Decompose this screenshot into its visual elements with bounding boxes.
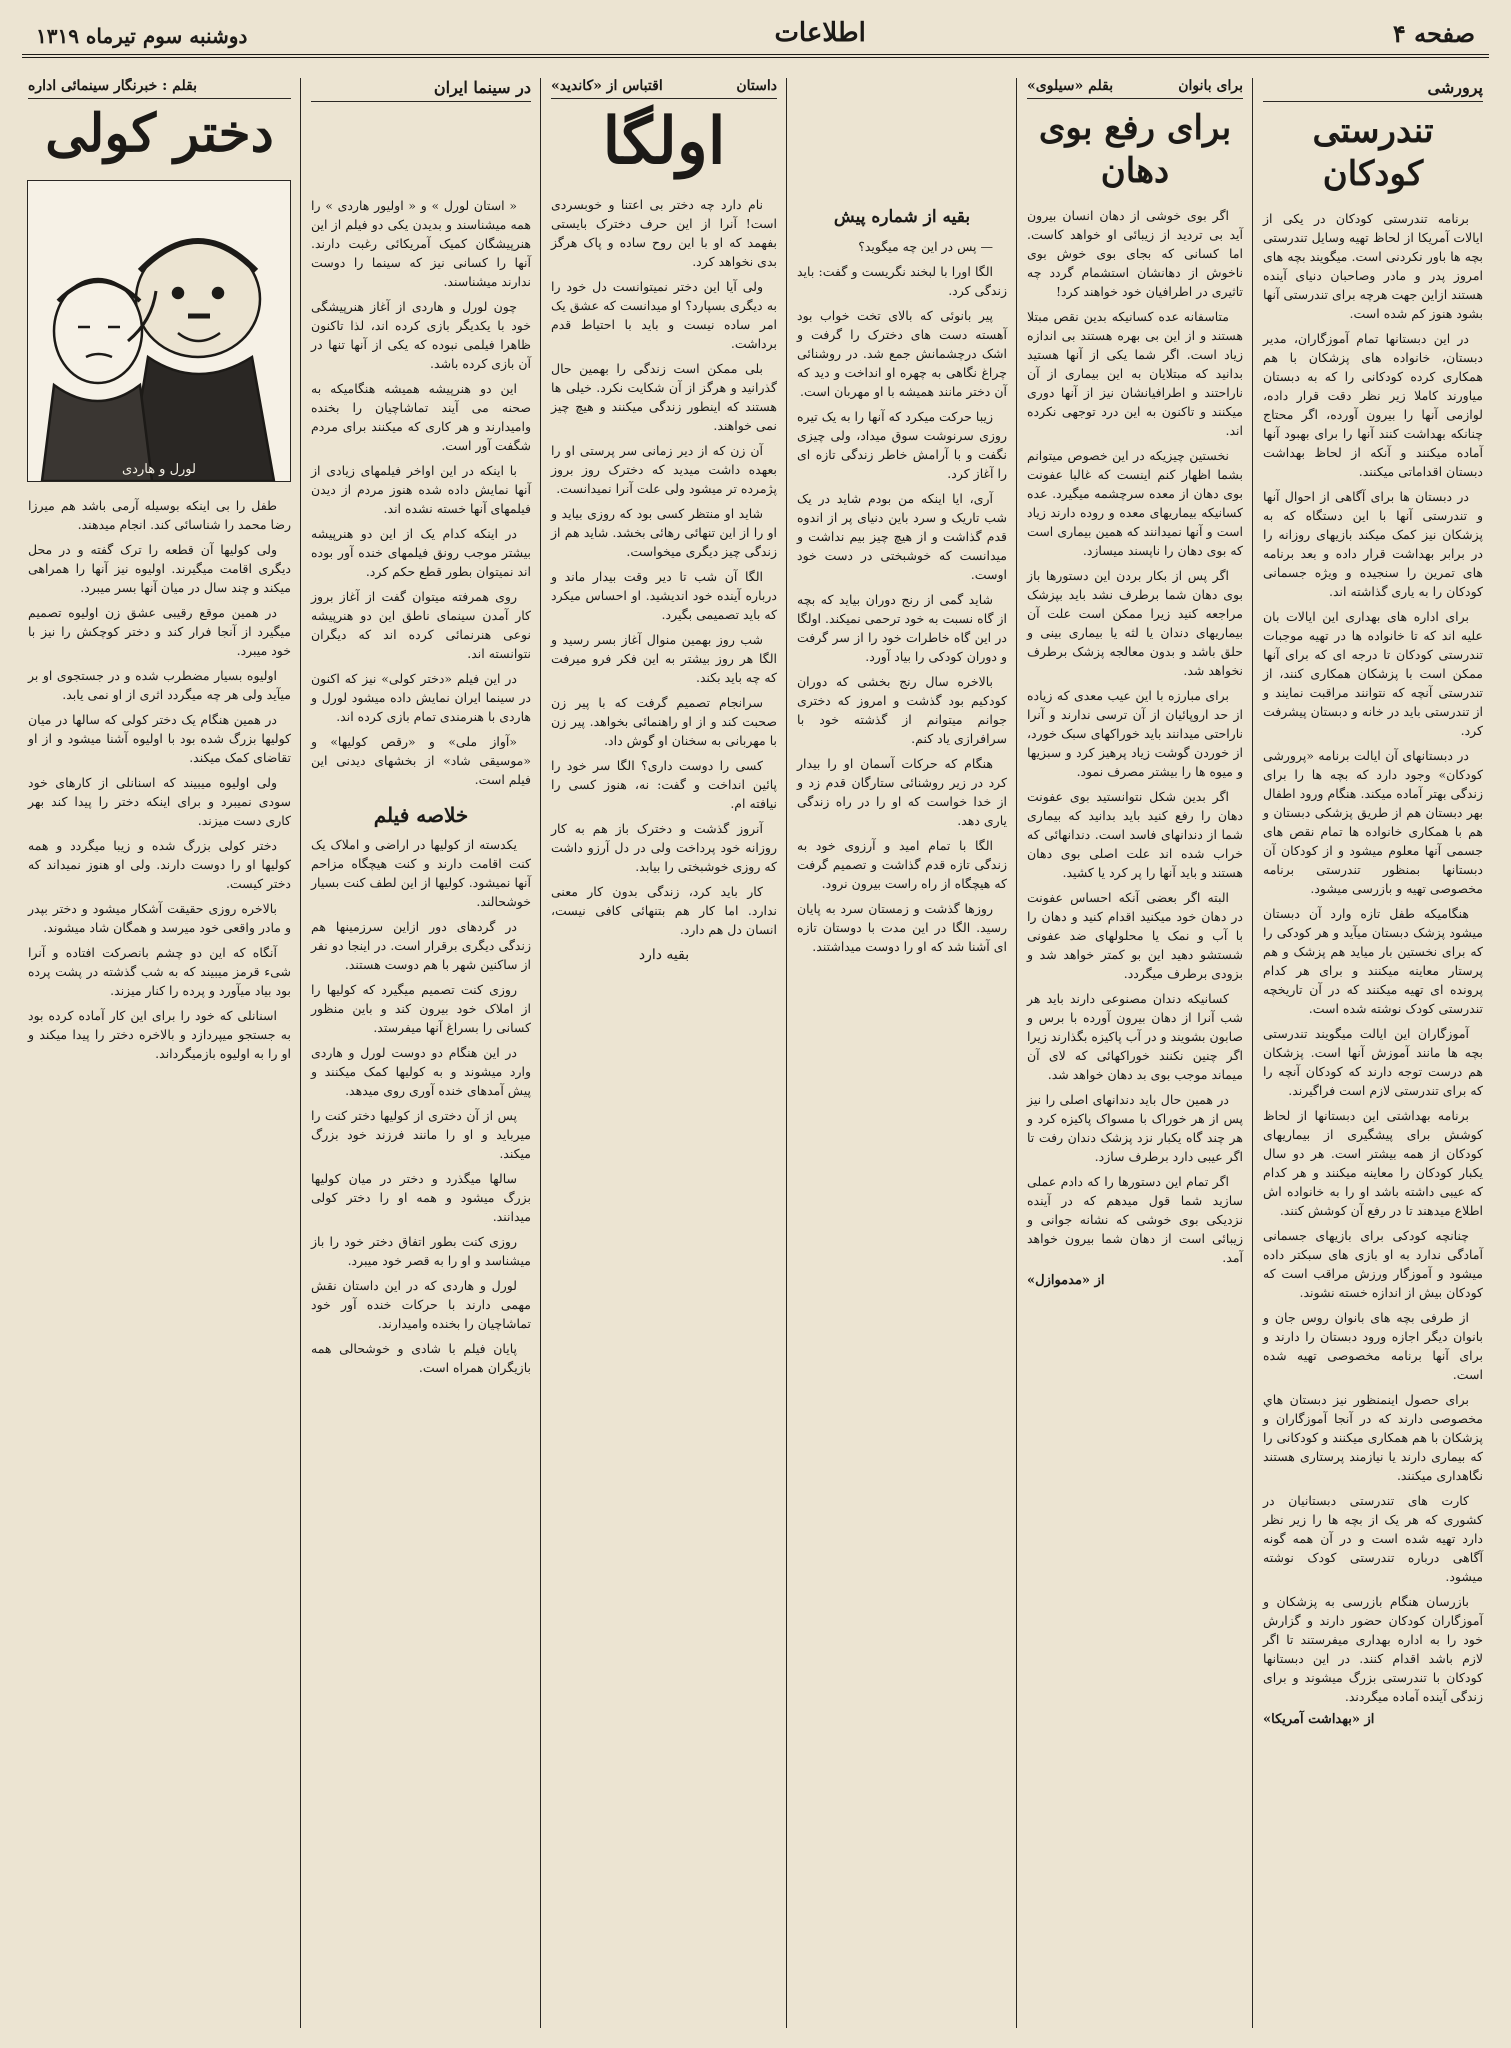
article-child-health: [1257, 78, 1489, 2028]
paragraph: سالها میگذرد و دختر در میان کولیها بزرگ میشود و همه او را دختر کولی میدانند.: [311, 1171, 531, 1224]
story-body: [551, 195, 777, 939]
paragraph: ولی کولیها آن قطعه را ترک گفته و در محل دیگری اقامت میگیرند. اولیوه نیز آنها را همراهی میکند و چند سال در میان آنها بسر میبرد.: [28, 542, 291, 596]
column-rule: [540, 78, 541, 2028]
paragraph: بالاخره روزی حقیقت آشکار میشود و دختر بپدر و مادر واقعی خود میرسد و همگان شاد میشوند.: [28, 901, 291, 936]
story-olga-part1: [791, 78, 1013, 2028]
paragraph: طفل را بی اینکه بوسیله آرمی باشد هم میرزا رضا محمد را شناسائی کند. انجام میدهند.: [28, 498, 291, 533]
review-headline: دختر کولی: [45, 103, 274, 164]
paragraph: در اینکه کدام یک از این دو هنرپیشه بیشتر موجب رونق فیلمهای خنده آور بوده اند نمیتوان بطور قطع حکم کرد.: [311, 526, 531, 579]
spacer: [311, 110, 531, 196]
paragraph: نام دارد چه دختر بی اعتنا و خوبسردی است! آنرا از این حرف دخترک بایستی بفهمد که او با این روح ساده و پاک هرگز بدی نخواهد کرد.: [551, 197, 777, 270]
paragraph: پیر بانوئی که بالای تخت خواب بود آهسته دست های دخترک را گرفت و اشک درچشمانش جمع شد. در روشنائی چراغ نگاهی به چهره او انداخت و دید که آن دختر مانند همیشه با او مهربان است.: [797, 308, 1007, 399]
paragraph: آموزگاران این ایالت میگویند تندرستی بچه ها مانند آموزش آنها است. پزشکان هم درست توجه دارند که کودکان آنچه را که برای تندرستی لازم است فراگیرند.: [1263, 1026, 1483, 1098]
paragraph: این دو هنرپیشه همیشه هنگامیکه به صحنه می آیند تماشاچیان را بخنده وامیدارند و هر کاری که میکنند برای مردم شگفت آور است.: [311, 381, 531, 453]
adapted-from: اقتباس از «کاندید»: [551, 78, 663, 94]
paragraph: متاسفانه عده کسانیکه بدین نقص مبتلا هستند و از این بی بهره هستند بی اندازه زیاد است. اگر شما یکی از آنها هستید بدانید که مبتلایان به این بیماری از آن ناراحتند و اطرافیانشان نیز از آنها دوری میکنند و تاکنون به این درد توجهی نکرده اند.: [1027, 309, 1243, 438]
section-kicker: در سینما ایران: [311, 78, 531, 102]
paragraph: در این دبستانها تمام آموزگاران، مدیر دبستان، خانواده های پزشکان با هم همکاری کرده کودکانی را که به دبستان میاورند کاملا زیر نظر دقت قرار داده، لوازمی آنها را بیرون آورده، اگر محتاج چنانکه بهداشت کنند آنها را برای بهبود آنها آماده میکنند و آنکه از لحاظ بهداشت دبستان اقداماتی میکنند.: [1263, 331, 1483, 479]
story-headline: اولگا: [602, 104, 726, 179]
paragraph: در همین حال باید دندانهای اصلی را نیز پس از هر خوراک با مسواک پاکیزه کرد و هر چند گاه یکبار نزد پزشک دندان رفت تا اگر عیبی دارد برطرف سازد.: [1027, 1092, 1243, 1164]
paragraph: برای حصول اینمنظور نیز دبستان هاي مخصوصی دارند که در آنجا آموزگاران و پزشکان با هم همکاری میکنند و کودکانی را که بیماری دارند یا نیازمند پرستاری هستند نگاهداری میکنند.: [1263, 1392, 1483, 1483]
paragraph: در این فیلم «دختر کولی» نیز که اکنون در سینما ایران نمایش داده میشود لورل و هاردی با هنرمندی تمام بازی کرده اند.: [311, 671, 531, 724]
laurel-hardy-cartoon: [27, 180, 291, 482]
paragraph: شاید او منتظر کسی بود که روزی بیاید و او را از این تنهائی رهائی بخشد. شاید هم از زندگی چیز دیگری میخواست.: [551, 506, 777, 560]
paragraph: — پس در این چه میگوید؟: [858, 239, 993, 254]
paragraph: کار باید کرد، زندگی بدون کار معنی ندارد. اما کار هم بتنهائی کافی نیست، انسان دل هم دارد.: [551, 884, 777, 938]
paragraph: ولی اولیوه میبیند که اسنانلی از کارهای خود سودی نمیبرد و برای اینکه دختر را پیدا کند بهر کاری دست میزند.: [28, 775, 291, 829]
paragraph: اگر بدین شکل نتوانستید بوی عفونت دهان را رفع کنید باید بدانید که بیماری شما از دندانهای فاسد است. دندانهائی که خراب شده اند علت اصلی بوی دهان هستند و باید آنها را پر کرد یا کشید.: [1027, 789, 1243, 880]
paragraph: اگر تمام این دستورها را که دادم عملی سازید شما قول میدهم که در آینده نزدیکی بوی خوشی که نشانه جوانی و زیبائی است از دهان شما بیرون خواهد آمد.: [1027, 1174, 1243, 1265]
film-review-part2: [22, 78, 297, 2028]
paragraph: با اینکه در این اواخر فیلمهای زیادی از آنها نمایش داده شده هنوز مردم از دیدن فیلمهای آنها خسته نشده اند.: [311, 463, 531, 516]
paragraph: پس از آن دختری از کولیها دختر کنت را میرباید و او را مانند فرزند خود بزرگ میکند.: [311, 1108, 531, 1161]
spacer: [797, 107, 1007, 197]
paragraph: یکدسته از کولیها در اراضی و املاک یک کنت اقامت دارند و کنت هیچگاه مزاحم آنها نمیشود. کولیها از این لطف کنت بسیار خوشحالند.: [311, 837, 531, 909]
article-headline: برای رفع بوی دهان: [1038, 108, 1232, 191]
paragraph: نخستین چیزیکه در این خصوص میتوانم بشما اظهار کنم اینست که غالبا عفونت بوی دهان از معده سرچشمه میگیرد. عده کسانیکه بیماریهای معده و روده دارند زیاد است و آنها نمیدانند که همین بیماری است که بوی دهان را ناپسند میسازد.: [1027, 448, 1243, 558]
paragraph: روزی کنت تصمیم میگیرد که کولیها را از املاک خود بیرون کند و باین منظور کسانی را بسراغ آنها میفرستد.: [311, 982, 531, 1035]
paragraph: زیبا حرکت میکرد که آنها را به یک تیره روزی سرنوشت سوق میداد، ولی چیزی نگفت و با آرامش خاطر زندگی تازه ای را آغاز کرد.: [797, 409, 1007, 481]
paragraph: بالاخره سال رنج بخشی که دوران کودکیم بود گذشت و امروز که دختری جوانم میتوانم از گذشته خود با سرافرازی یاد کنم.: [797, 674, 1007, 746]
section-kicker: [1027, 78, 1243, 99]
paragraph: بلی ممکن است زندگی را بهمین حال گذرانید و هرگز از آن شکایت نکرد. خیلی ها هستند که اینطور زندگی میکنند و هیچ چیز نمی خواهند.: [551, 361, 777, 434]
article-source: از «بهداشت آمریکا»: [1263, 1712, 1375, 1727]
paragraph: اگر پس از بکار بردن این دستورها باز بوی دهان شما برطرف نشد باید بپزشک مراجعه کنید زیرا ممکن است علت آن بیماریهای دندان یا لثه یا بیماری بینی و حلق باشد و بدون معالجه پزشک برطرف نخواهد شد.: [1027, 568, 1243, 678]
cartoon-label: لورل و هاردی: [121, 462, 197, 478]
paragraph: از طرفی بچه های بانوان روس جان و بانوان دیگر اجازه ورود دبستان را دارند و برای آنها برنامه مخصوصی تهیه شده است.: [1263, 1310, 1483, 1382]
paragraph: بازرسان هنگام بازرسی به پزشکان و آموزگاران کودکان حضور دارند و گزارش خود را به اداره بهداری میفرستند تا اگر لازم باشد اقدام کنند. در این دبستانها کودکان با تندرستی بزرگ میشوند و برای زندگی آینده آماده میگردند.: [1263, 1594, 1483, 1704]
paragraph: کسی را دوست داری؟ الگا سر خود را پائین انداخت و گفت: نه، هنوز کسی را نیافته ام.: [551, 758, 777, 812]
story-body: [797, 237, 1007, 956]
byline: بقلم : خبرنگار سینمائی اداره: [28, 78, 198, 94]
story-olga-part2: [545, 78, 783, 2028]
review-body: [311, 196, 531, 789]
review-body: [28, 496, 291, 1063]
article-body: [1027, 206, 1243, 1267]
paragraph: کارت های تندرستی دبستانیان در کشوری که هر یک از بچه ها را زیر نظر دارد تهیه شده است و در آن همه گونه آگاهی درباره تندرستی کودک نوشته میشود.: [1263, 1493, 1483, 1584]
summary-body: [311, 835, 531, 1377]
paragraph: «آواز ملی» و «رقص کولیها» و «موسیقی شاد» از بخشهای دیدنی این فیلم است.: [311, 734, 531, 787]
paragraph: اسنانلی که خود را برای این کار آماده کرده بود به جستجو میپردازد و بالاخره دختر را پیدا میکند و او را به اولیوه بازمیگرداند.: [28, 1008, 291, 1062]
paragraph: برنامه بهداشتی این دبستانها از لحاظ کوشش برای پیشگیری از بیماریهای کودکان از همه بیشتر است. هر دو سال یکبار کودکان را معاینه میکنند و هر کدام که عیبی داشته باشد او را به خانواده اش اطلاع میدهند تا در رفع آن کوشش کنند.: [1263, 1108, 1483, 1218]
paragraph: الگا اورا با لبخند نگریست و گفت: باید زندگی کرد.: [797, 264, 1007, 298]
article-bad-breath: [1021, 78, 1249, 2028]
paragraph: البته اگر بعضی آنکه احساس عفونت در دهان خود میکنید اقدام کنید و دهان را با آب و نمک یا محلولهای ضد عفونی شستشو دهید این بو کمتر خواهد شد و بزودی برطرف میگردد.: [1027, 890, 1243, 981]
paragraph: هنگامیکه طفل تازه وارد آن دبستان میشود پزشک دبستان میآید و هر کودکی را که برای نخستین بار میاید هم پزشک و هم پرستار معاینه میکنند و برای هر کدام پرونده ای تهیه میکنند که در آن تاریخچه تندرستی کودک نوشته شده است.: [1263, 906, 1483, 1016]
paragraph: « استان لورل » و « اولیور هاردی » را همه میشناسند و بدیدن یکی دو فیلم از این هنرپیشگان کمیک آمریکائی رغبت دارند. آنها را کسانی نیز که سینما را دوست ندارند میشناسند.: [311, 198, 531, 289]
paragraph: چون لورل و هاردی از آغاز هنرپیشگی خود با یکدیگر بازی کرده اند، لذا تاکنون ظاهرا فیلمی نبوده که یکی از آنها تنها در آن بازی کرده باشد.: [311, 299, 531, 371]
paragraph: شاید گمی از رنج دوران بیاید که بچه از گاه نسبت به خود ترحمی نمیکند. اولگا در این گاه خاطرات خود را از سر گرفت و دوران کودکی را بیاد آورد.: [797, 592, 1007, 664]
masthead: [22, 14, 1489, 58]
paragraph: پایان فیلم با شادی و خوشحالی همه بازیگران همراه است.: [311, 1341, 531, 1375]
paragraph: آنگاه که این دو چشم بانصرکت افتاده و آنرا شیء قرمز میبیند که به شب گذشته در پشت پرده بود بیاد میآورد و پرده را کنار میزند.: [28, 945, 291, 999]
paragraph: الگا با تمام امید و آرزوی خود به زندگی تازه قدم گذاشت و تصمیم گرفت که هیچگاه از راه راست بیرون نرود.: [797, 838, 1007, 891]
column-rule: [1252, 78, 1253, 2028]
paragraph: روزها گذشت و زمستان سرد به پایان رسید. الگا در این مدت با دوستان تازه ای آشنا شد که او را دوست میداشتند.: [797, 901, 1007, 954]
column-rule: [1016, 78, 1017, 2028]
paragraph: آری، ایا اینکه من بودم شاید در یک شب تاریک و سرد باین دنیای پر از اندوه قدم گذاشت و از هیچ چیز بیم نداشت و میدانست که خوشبختی در دست خود اوست.: [797, 491, 1007, 582]
paragraph: در گردهای دور ازاین سرزمینها هم زندگی دیگری برقرار است. در اینجا دو نفر از ساکنین شهر با هم دوست هستند.: [311, 919, 531, 972]
paragraph: آنروز گذشت و دخترک باز هم به کار روزانه خود پرداخت ولی در دل آرزو داشت که روزی خوشبختی را بیابد.: [551, 821, 777, 875]
section-kicker: [551, 78, 777, 99]
page-number: صفحه ۴: [1392, 19, 1475, 48]
paragraph: اولیوه بسیار مضطرب شده و در جستجوی او بر میآید ولی هر چه میگردد اثری از او نمی یابد.: [28, 668, 291, 703]
paragraph: در همین هنگام یک دختر کولی که سالها در میان کولیها بزرگ شده بود با اولیوه آشنا میشود و از او تقاضای کمک میکند.: [28, 712, 291, 766]
continued-label: بقیه از شماره پیش: [833, 207, 971, 227]
column-rule: [786, 78, 787, 2028]
section-label: داستان: [736, 78, 777, 94]
section-kicker: [28, 78, 291, 99]
paragraph: الگا آن شب تا دیر وقت بیدار ماند و درباره آینده خود اندیشید. او احساس میکرد که باید تصمیمی بگیرد.: [551, 569, 777, 623]
paragraph: کسانیکه دندان مصنوعی دارند باید هر شب آنرا از دهان بیرون آورده با برس و صابون بشویند و در آب پاکیزه بگذارند زیرا اگر چنین نکنند خوراکهائی که لای آن میماند موجب بوی بد دهان خواهد شد.: [1027, 991, 1243, 1082]
paragraph: در دبستان ها برای آگاهی از احوال آنها و تندرستی آنها با این دستگاه که به پزشکان نیز کمک میکند بازیهای روزانه را در برابر بهداشت قرار داده و بعد برنامه های تمرین را سنجیده و ویژه جسمانی کودکان را به یاری گذاشته اند.: [1263, 489, 1483, 599]
paragraph: در دبستانهای آن ایالت برنامه «پرورشی کودکان» وجود دارد که بچه ها را برای زندگی بهتر آماده میکند. هنگام ورود اطفال بهر دبستان هم از طریق پزشکی دبستان و هم با همکاری خانواده ها تمام نقص های جسمی آنها معلوم میشود و از کودکان آن دبستانها بمنظور تندرستی برنامه مخصوصی تهیه و بازرسی میشود.: [1263, 748, 1483, 896]
column-rule: [300, 78, 301, 2028]
byline: بقلم «سیلوی»: [1027, 78, 1114, 94]
to-be-continued: بقیه دارد: [638, 947, 690, 964]
film-review-part1: [305, 78, 537, 2028]
article-headline: تندرستی کودکان: [1312, 111, 1434, 194]
paragraph: روی همرفته میتوان گفت از آغاز بروز کار آمدن سینمای ناطق این دو هنرپیشه نوعی هنرنمائی کرده اند که دیگران نتوانسته اند.: [311, 589, 531, 661]
paragraph: در همین موقع رقیبی عشق زن اولیوه تصمیم میگیرد از آنجا فرار کند و دختر کوچکش را نیز با خود میبرد.: [28, 605, 291, 659]
paragraph: شب روز بهمین منوال آغاز بسر رسید و الگا هر روز بیشتر به این فکر فرو میرفت که چه باید بکند.: [551, 632, 777, 686]
section-kicker: پرورشی: [1263, 78, 1483, 102]
paragraph: چنانچه کودکی برای بازیهای جسمانی آمادگی ندارد به او بازی های سبکتر داده میشود و آموزگار ورزش مراقب است که کودکان بیش از اندازه خسته نشوند.: [1263, 1228, 1483, 1300]
article-body: [1263, 209, 1483, 1706]
paragraph: برنامه تندرستی کودکان در یکی از ایالات آمریکا از لحاظ تهیه وسایل تندرستی بچه ها باور نکردنی است. میگویند بچه های امروز پدر و مادر وصاحبان دنیای آینده هستند ازاین جهت هرچه برای تندرستی آنها بشود هنوز کم شده است.: [1262, 211, 1483, 321]
paragraph: اگر بوی خوشی از دهان انسان بیرون آید بی تردید از زیبائی او خواهد کاست. اما کسانی که بجای بوی خوش بوی ناخوش از دهانشان استشمام گردد چه تاثیری در اطرافیان خود خواهند کرد!: [1027, 208, 1243, 299]
paragraph: هنگام که حرکات آسمان او را بیدار کرد در زیر روشنائی ستارگان قدم زد و از خدا خواست که او را در راه زندگی یاری دهد.: [797, 756, 1007, 828]
paragraph: لورل و هاردی که در این داستان نقش مهمی دارند با حرکات خنده آور خود تماشاچیان را بخنده وامیدارند.: [311, 1278, 531, 1331]
film-summary-title: خلاصه فیلم: [373, 803, 469, 827]
issue-date: دوشنبه سوم تیرماه ۱۳۱۹: [36, 24, 248, 48]
paragraph: آن زن که از دیر زمانی سر پرستی او را بعهده داشت میدید که دخترک روز بروز پژمرده تر میشود ولی علت آنرا نمیدانست.: [551, 443, 777, 497]
paragraph: سرانجام تصمیم گرفت که با پیر زن صحبت کند و از او راهنمائی بخواهد. پیر زن با مهربانی به سخنان او گوش داد.: [551, 695, 777, 749]
paragraph: برای مبارزه با این عیب معدی که زیاده از حد اروپائیان از آن ترسی ندارند و آنرا ناراحتی میدانند باید خوراکهای سبک خورد، از خوردن گوشت زیاد پرهیز کرد و سبزیها و میوه ها را بیشتر مصرف نمود.: [1027, 688, 1243, 779]
paragraph: ولی آیا این دختر نمیتوانست دل خود را به دیگری بسپارد؟ او میدانست که عشق یک امر ساده نیست و باید با احتیاط قدم برداشت.: [551, 279, 777, 352]
paragraph: برای اداره های بهداری این ایالات بان علیه اند که تا خانواده ها در تهیه موجبات تندرستی کودکان تا درجه ای که برای آنها ممکن است با پزشکان همکاری کنند، از تندرستی آنچه که نتوانند مراقبت نمایند و از تندرستی باید در خانه و دبستان پیشرفت کرد.: [1263, 609, 1483, 738]
paragraph: روزی کنت بطور اتفاق دختر خود را باز میشناسد و او را به قصر خود میبرد.: [311, 1234, 531, 1268]
section-label: برای بانوان: [1178, 78, 1243, 94]
paragraph: دختر کولی بزرگ شده و زیبا میگردد و همه کولیها او را دوست دارند. ولی او هنوز نمیداند که دختر کیست.: [28, 838, 291, 892]
article-source: از «مدموازل»: [1027, 1273, 1105, 1288]
newspaper-title: اطلاعات: [774, 18, 866, 48]
paragraph: در این هنگام دو دوست لورل و هاردی وارد میشوند و به کولیها کمک میکنند و پیش آمدهای خنده آوری روی میدهد.: [311, 1045, 531, 1098]
